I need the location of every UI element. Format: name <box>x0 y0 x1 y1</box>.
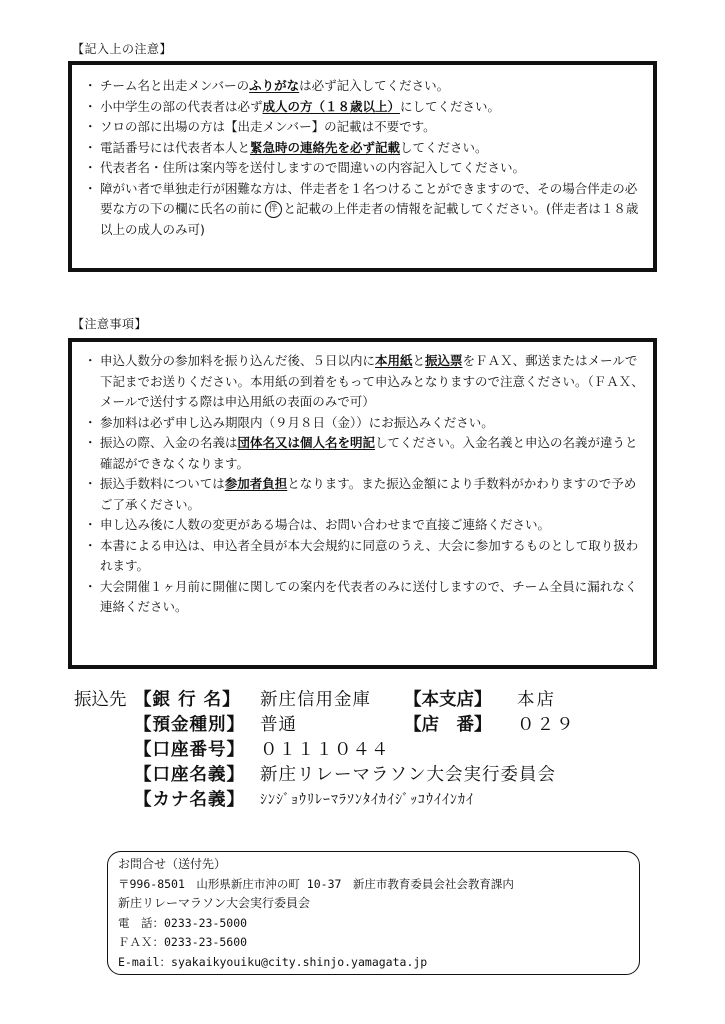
bank-value: 普通 <box>260 715 297 735</box>
caution-text: 本書による申込は、申込者全員が本大会規約に同意のうえ、大会に参加するものとして取り扱われます。 <box>100 537 639 573</box>
caution-text: と <box>412 353 426 368</box>
note-text: してください。 <box>400 139 488 155</box>
note-emphasis: 緊急時の連絡先を必ず記載 <box>250 139 401 155</box>
caution-text: 振込の際、入金の名義は <box>100 435 238 450</box>
caution-item <box>86 413 645 434</box>
caution-emphasis: 参加者負担 <box>224 476 288 491</box>
note-item <box>86 97 645 118</box>
contact-tel: 電 話：0233-23-5000 <box>118 915 248 930</box>
note-item <box>86 138 645 159</box>
contact-address: 〒996-8501 山形県新庄市沖の町 10-37 新庄市教育委員会社会教育課内 <box>118 876 514 891</box>
notes-box <box>68 61 657 272</box>
note-text: 電話番号には代表者本人と <box>100 139 251 155</box>
caution-emphasis: 団体名又は個人名を明記 <box>237 435 376 450</box>
caution-item <box>86 433 645 474</box>
bank-value: 本店 <box>517 690 556 710</box>
note-item <box>86 117 645 138</box>
note-item <box>86 76 645 97</box>
bank-label: 【本支店】 <box>404 690 492 710</box>
bank-value: 新庄信用金庫 <box>260 690 371 710</box>
caution-text: をＦＡＸ、郵送またはメールで下記までお送りください。本用紙の到着をもって申込みとなりますので注意ください。（ＦＡＸ、メールで送付する際は申込用紙の表面のみで可） <box>100 353 644 409</box>
caution-emphasis: 振込票 <box>425 353 463 368</box>
bank-lead: 振込先 <box>74 690 127 710</box>
contact-heading: お問合せ（送付先） <box>118 857 227 871</box>
bank-label: 【銀 行 名】 <box>134 690 241 710</box>
caution-text: 大会開催１ヶ月前に開催に関しての案内を代表者のみに送付しますので、チーム全員に漏れなく連絡ください。 <box>100 578 638 614</box>
contact-email: E-mail：syakaikyouiku@city.shinjo.yamagata.jp <box>118 954 428 969</box>
bank-label: 【口座名義】 <box>134 765 245 785</box>
cautions-box <box>68 338 657 669</box>
bank-label: 【店 番】 <box>404 715 492 735</box>
bank-value: ０２９ <box>517 715 576 735</box>
note-emphasis: 成人の方（１８歳以上） <box>262 98 401 114</box>
note-text: 小中学生の部の代表者は必ず <box>100 98 263 114</box>
note-text: 障がい者で単独走行が困難な方は、伴走者を１名つけることができますので、その場合伴走の必要な方の下の欄に氏名の前に <box>100 180 638 216</box>
companion-mark-icon: 伴 <box>265 201 282 218</box>
note-item <box>86 158 645 179</box>
notes-heading: 【記入上の注意】 <box>72 42 173 56</box>
note-text: 代表者名・住所は案内等を送付しますので間違いの内容記入してください。 <box>100 160 526 175</box>
caution-text: してください。入金名義と申込の名義が違うと確認ができなくなります。 <box>100 435 638 471</box>
bank-value: ｼﾝｼﾞｮｳﾘﾚｰﾏﾗｿﾝﾀｲｶｲｼﾞｯｺｳｲｲﾝｶｲ <box>260 792 474 808</box>
bank-label: 【カナ名義】 <box>134 790 245 810</box>
caution-text: 申し込み後に人数の変更がある場合は、お問い合わせまで直接ご連絡ください。 <box>100 517 551 532</box>
caution-item <box>86 515 645 536</box>
note-emphasis: ふりがな <box>249 78 300 93</box>
notes-list <box>86 76 645 240</box>
caution-item <box>86 351 645 413</box>
note-text: にしてください。 <box>400 98 501 114</box>
caution-text: 振込手数料については <box>100 476 225 491</box>
note-text: は必ず記入してください。 <box>299 78 450 93</box>
contact-fax: ＦＡＸ：0233-23-5600 <box>118 935 248 949</box>
note-text: と記載の上伴走者の情報を記載してください。(伴走者は１８歳以上の成人のみ可) <box>100 201 639 237</box>
note-item <box>86 179 645 241</box>
cautions-heading: 【注意事項】 <box>72 317 148 331</box>
bank-value: ０１１１０４４ <box>260 740 390 760</box>
caution-item <box>86 474 645 515</box>
bank-label: 【口座番号】 <box>134 740 245 760</box>
bank-label: 【預金種別】 <box>134 715 245 735</box>
bank-value: 新庄リレーマラソン大会実行委員会 <box>260 765 556 785</box>
caution-item <box>86 536 645 577</box>
caution-text: 参加料は必ず申し込み期限内（９月８日（金））にお振込みください。 <box>100 414 494 430</box>
note-text: ソロの部に出場の方は【出走メンバー】の記載は不要です。 <box>100 119 436 134</box>
caution-emphasis: 本用紙 <box>375 353 413 368</box>
caution-text: となります。また振込金額により手数料がかわりますので予めご了承ください。 <box>100 476 637 512</box>
caution-item <box>86 577 645 618</box>
cautions-list <box>86 351 645 618</box>
caution-text: 申込人数分の参加料を振り込んだ後、５日以内に <box>100 353 376 368</box>
note-text: チーム名と出走メンバーの <box>100 78 250 93</box>
contact-box <box>107 851 640 975</box>
contact-org: 新庄リレーマラソン大会実行委員会 <box>118 896 311 910</box>
